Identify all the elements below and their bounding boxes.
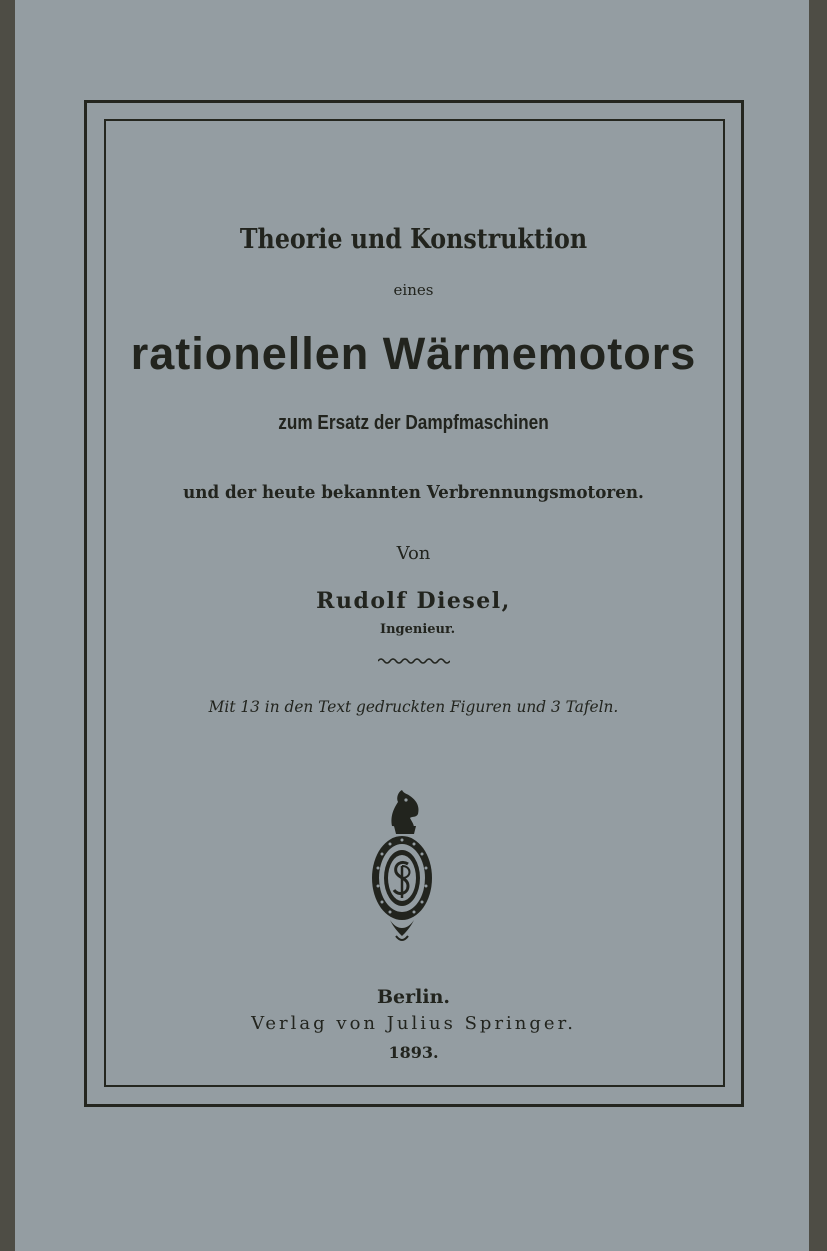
subtitle-line-2: und der heute bekannten Verbrennungsmotoren. [183,482,644,503]
by-label: Von [396,543,431,564]
springer-knight-emblem-icon [368,786,436,944]
left-spine-band [0,0,15,1251]
figures-note: Mit 13 in den Text gedruckten Figuren und 3 Tafeln. [208,697,619,716]
title-connector: eines [393,281,434,299]
subtitle-line-1: zum Ersatz der Dampfmaschinen [278,412,549,434]
ornament-divider [378,656,450,666]
publication-city: Berlin. [376,986,451,1008]
author-role: Ingenieur. [380,622,456,637]
main-title: rationellen Wärmemotors [130,328,697,379]
author-name: Rudolf Diesel, [316,588,511,614]
right-spine-band [809,0,827,1251]
publisher-name: Verlag von Julius Springer. [251,1013,576,1034]
publication-year: 1893. [388,1043,439,1062]
title-line-1: Theorie und Konstruktion [239,224,588,255]
